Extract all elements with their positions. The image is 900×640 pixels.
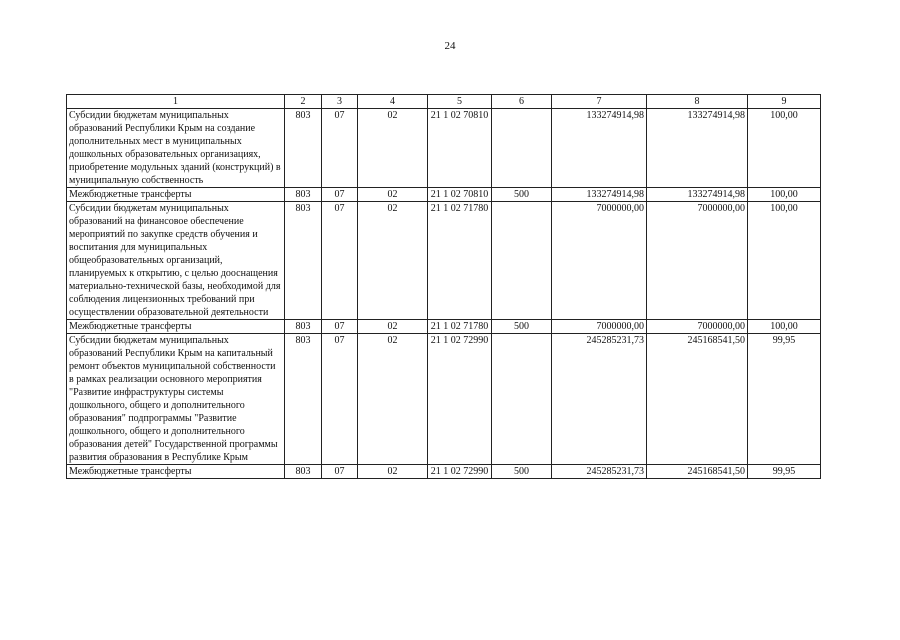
column-header: 1 [67, 95, 285, 109]
ministry-code: 803 [285, 334, 322, 465]
column-header: 7 [552, 95, 647, 109]
section-code: 07 [322, 202, 358, 320]
execution-percent: 99,95 [748, 465, 821, 479]
section-code: 07 [322, 320, 358, 334]
execution-percent: 100,00 [748, 109, 821, 188]
planned-amount: 7000000,00 [552, 202, 647, 320]
expense-type-code: 500 [492, 320, 552, 334]
table-row [67, 109, 821, 188]
table-row [67, 320, 821, 334]
expense-type-code [492, 109, 552, 188]
table-row [67, 465, 821, 479]
column-header: 3 [322, 95, 358, 109]
target-article-code: 21 1 02 70810 [428, 109, 492, 188]
subsection-code: 02 [358, 334, 428, 465]
subsection-code: 02 [358, 320, 428, 334]
planned-amount: 133274914,98 [552, 109, 647, 188]
target-article-code: 21 1 02 72990 [428, 465, 492, 479]
target-article-code: 21 1 02 70810 [428, 188, 492, 202]
executed-amount: 245168541,50 [647, 334, 748, 465]
row-name: Межбюджетные трансферты [67, 465, 285, 479]
section-code: 07 [322, 334, 358, 465]
column-header: 8 [647, 95, 748, 109]
subsection-code: 02 [358, 465, 428, 479]
executed-amount: 133274914,98 [647, 109, 748, 188]
header-row [67, 95, 821, 109]
target-article-code: 21 1 02 72990 [428, 334, 492, 465]
column-header: 5 [428, 95, 492, 109]
expense-type-code: 500 [492, 465, 552, 479]
planned-amount: 245285231,73 [552, 465, 647, 479]
expense-type-code [492, 202, 552, 320]
target-article-code: 21 1 02 71780 [428, 202, 492, 320]
section-code: 07 [322, 465, 358, 479]
table-row [67, 334, 821, 465]
target-article-code: 21 1 02 71780 [428, 320, 492, 334]
table-row [67, 202, 821, 320]
ministry-code: 803 [285, 320, 322, 334]
table-row [67, 188, 821, 202]
column-header: 4 [358, 95, 428, 109]
budget-table [66, 94, 821, 479]
row-name: Субсидии бюджетам муниципальных образований Республики Крым на капитальный ремонт объектов муниципальной собственности в рамках реализации основного мероприятия "Развитие инфраструктуры системы дошкольного, общего и дополнительного образования" подпрограммы "Развитие дошкольного, общего и дополнительного образования детей" Государственной программы развития образования в Республике Крым [67, 334, 285, 465]
executed-amount: 245168541,50 [647, 465, 748, 479]
ministry-code: 803 [285, 109, 322, 188]
executed-amount: 7000000,00 [647, 320, 748, 334]
column-header: 6 [492, 95, 552, 109]
ministry-code: 803 [285, 202, 322, 320]
subsection-code: 02 [358, 109, 428, 188]
planned-amount: 7000000,00 [552, 320, 647, 334]
column-header: 9 [748, 95, 821, 109]
ministry-code: 803 [285, 188, 322, 202]
page-number: 24 [444, 40, 456, 52]
section-code: 07 [322, 109, 358, 188]
execution-percent: 100,00 [748, 188, 821, 202]
row-name: Межбюджетные трансферты [67, 320, 285, 334]
section-code: 07 [322, 188, 358, 202]
expense-type-code: 500 [492, 188, 552, 202]
execution-percent: 100,00 [748, 320, 821, 334]
subsection-code: 02 [358, 188, 428, 202]
row-name: Субсидии бюджетам муниципальных образований на финансовое обеспечение мероприятий по закупке средств обучения и воспитания для муниципальных общеобразовательных организаций, планируемых к открытию, с целью дооснащения материально-технической базы, необходимой для соблюдения лицензионных требований при осуществлении образовательной деятельности [67, 202, 285, 320]
planned-amount: 245285231,73 [552, 334, 647, 465]
row-name: Межбюджетные трансферты [67, 188, 285, 202]
subsection-code: 02 [358, 202, 428, 320]
column-header: 2 [285, 95, 322, 109]
execution-percent: 100,00 [748, 202, 821, 320]
executed-amount: 7000000,00 [647, 202, 748, 320]
ministry-code: 803 [285, 465, 322, 479]
expense-type-code [492, 334, 552, 465]
row-name: Субсидии бюджетам муниципальных образований Республики Крым на создание дополнительных мест в муниципальных дошкольных образовательных организациях, приобретение модульных зданий (конструкций) в муниципальную собственность [67, 109, 285, 188]
executed-amount: 133274914,98 [647, 188, 748, 202]
execution-percent: 99,95 [748, 334, 821, 465]
planned-amount: 133274914,98 [552, 188, 647, 202]
